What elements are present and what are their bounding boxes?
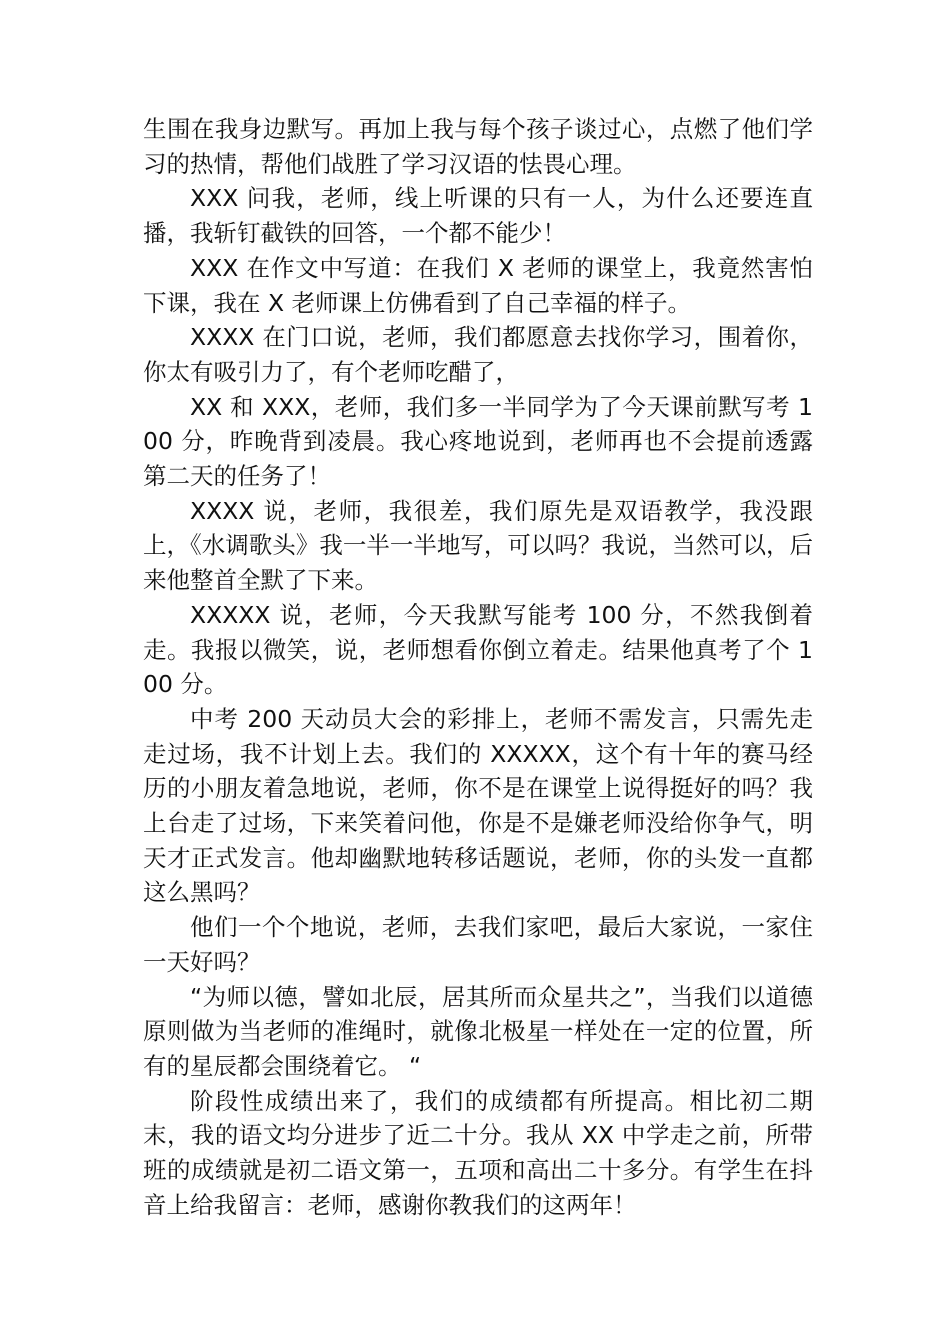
document-body [143,112,813,1223]
paragraph: XXX 问我，老师，线上听课的只有一人，为什么还要连直播，我斩钉截铁的回答，一个都不能少！ [143,184,813,248]
paragraph: XXX 在作文中写道：在我们 X 老师的课堂上，我竟然害怕下课，我在 X 老师课上仿佛看到了自己幸福的样子。 [143,253,813,317]
paragraph: 阶段性成绩出来了，我们的成绩都有所提高。相比初二期末，我的语文均分进步了近二十分。我从 XX 中学走之前，所带班的成绩就是初二语文第一，五项和高出二十多分。有学生在抖音上给我留言：老师，感谢你教我们的这两年！ [143,1086,813,1219]
paragraph: XXXX 在门口说，老师，我们都愿意去找你学习，围着你，你太有吸引力了，有个老师吃醋了， [143,323,813,386]
paragraph-quote: “为师以德，譬如北辰，居其所而众星共之”，当我们以道德原则做为当老师的准绳时，就像北极星一样处在一定的位置，所有的星辰都会围绕着它。 “ [143,982,813,1080]
paragraph: XX 和 XXX，老师，我们多一半同学为了今天课前默写考 100 分，昨晚背到凌晨。我心疼地说到，老师再也不会提前透露第二天的任务了！ [143,392,813,491]
paragraph: XXXX 说，老师，我很差，我们原先是双语教学，我没跟上，《水调歌头》我一半一半地写，可以吗？我说，当然可以，后来他整首全默了下来。 [143,496,813,595]
paragraph: 中考 200 天动员大会的彩排上，老师不需发言，只需先走走过场，我不计划上去。我们的 XXXXX，这个有十年的赛马经历的小朋友着急地说，老师，你不是在课堂上说得挺好的吗？我上台走了过场，下来笑着问他，你是不是嫌老师没给你争气，明天才正式发言。他却幽默地转移话题说，老师，你的头发一直都这么黑吗？ [143,704,813,907]
paragraph: 他们一个个地说，老师，去我们家吧，最后大家说，一家住一天好吗？ [143,913,813,976]
paragraph: XXXXX 说，老师，今天我默写能考 100 分，不然我倒着走。我报以微笑，说，老师想看你倒立着走。结果他真考了个 100 分。 [143,600,813,699]
paragraph-continuation: 生围在我身边默写。再加上我与每个孩子谈过心，点燃了他们学习的热情，帮他们战胜了学习汉语的怯畏心理。 [143,115,813,178]
